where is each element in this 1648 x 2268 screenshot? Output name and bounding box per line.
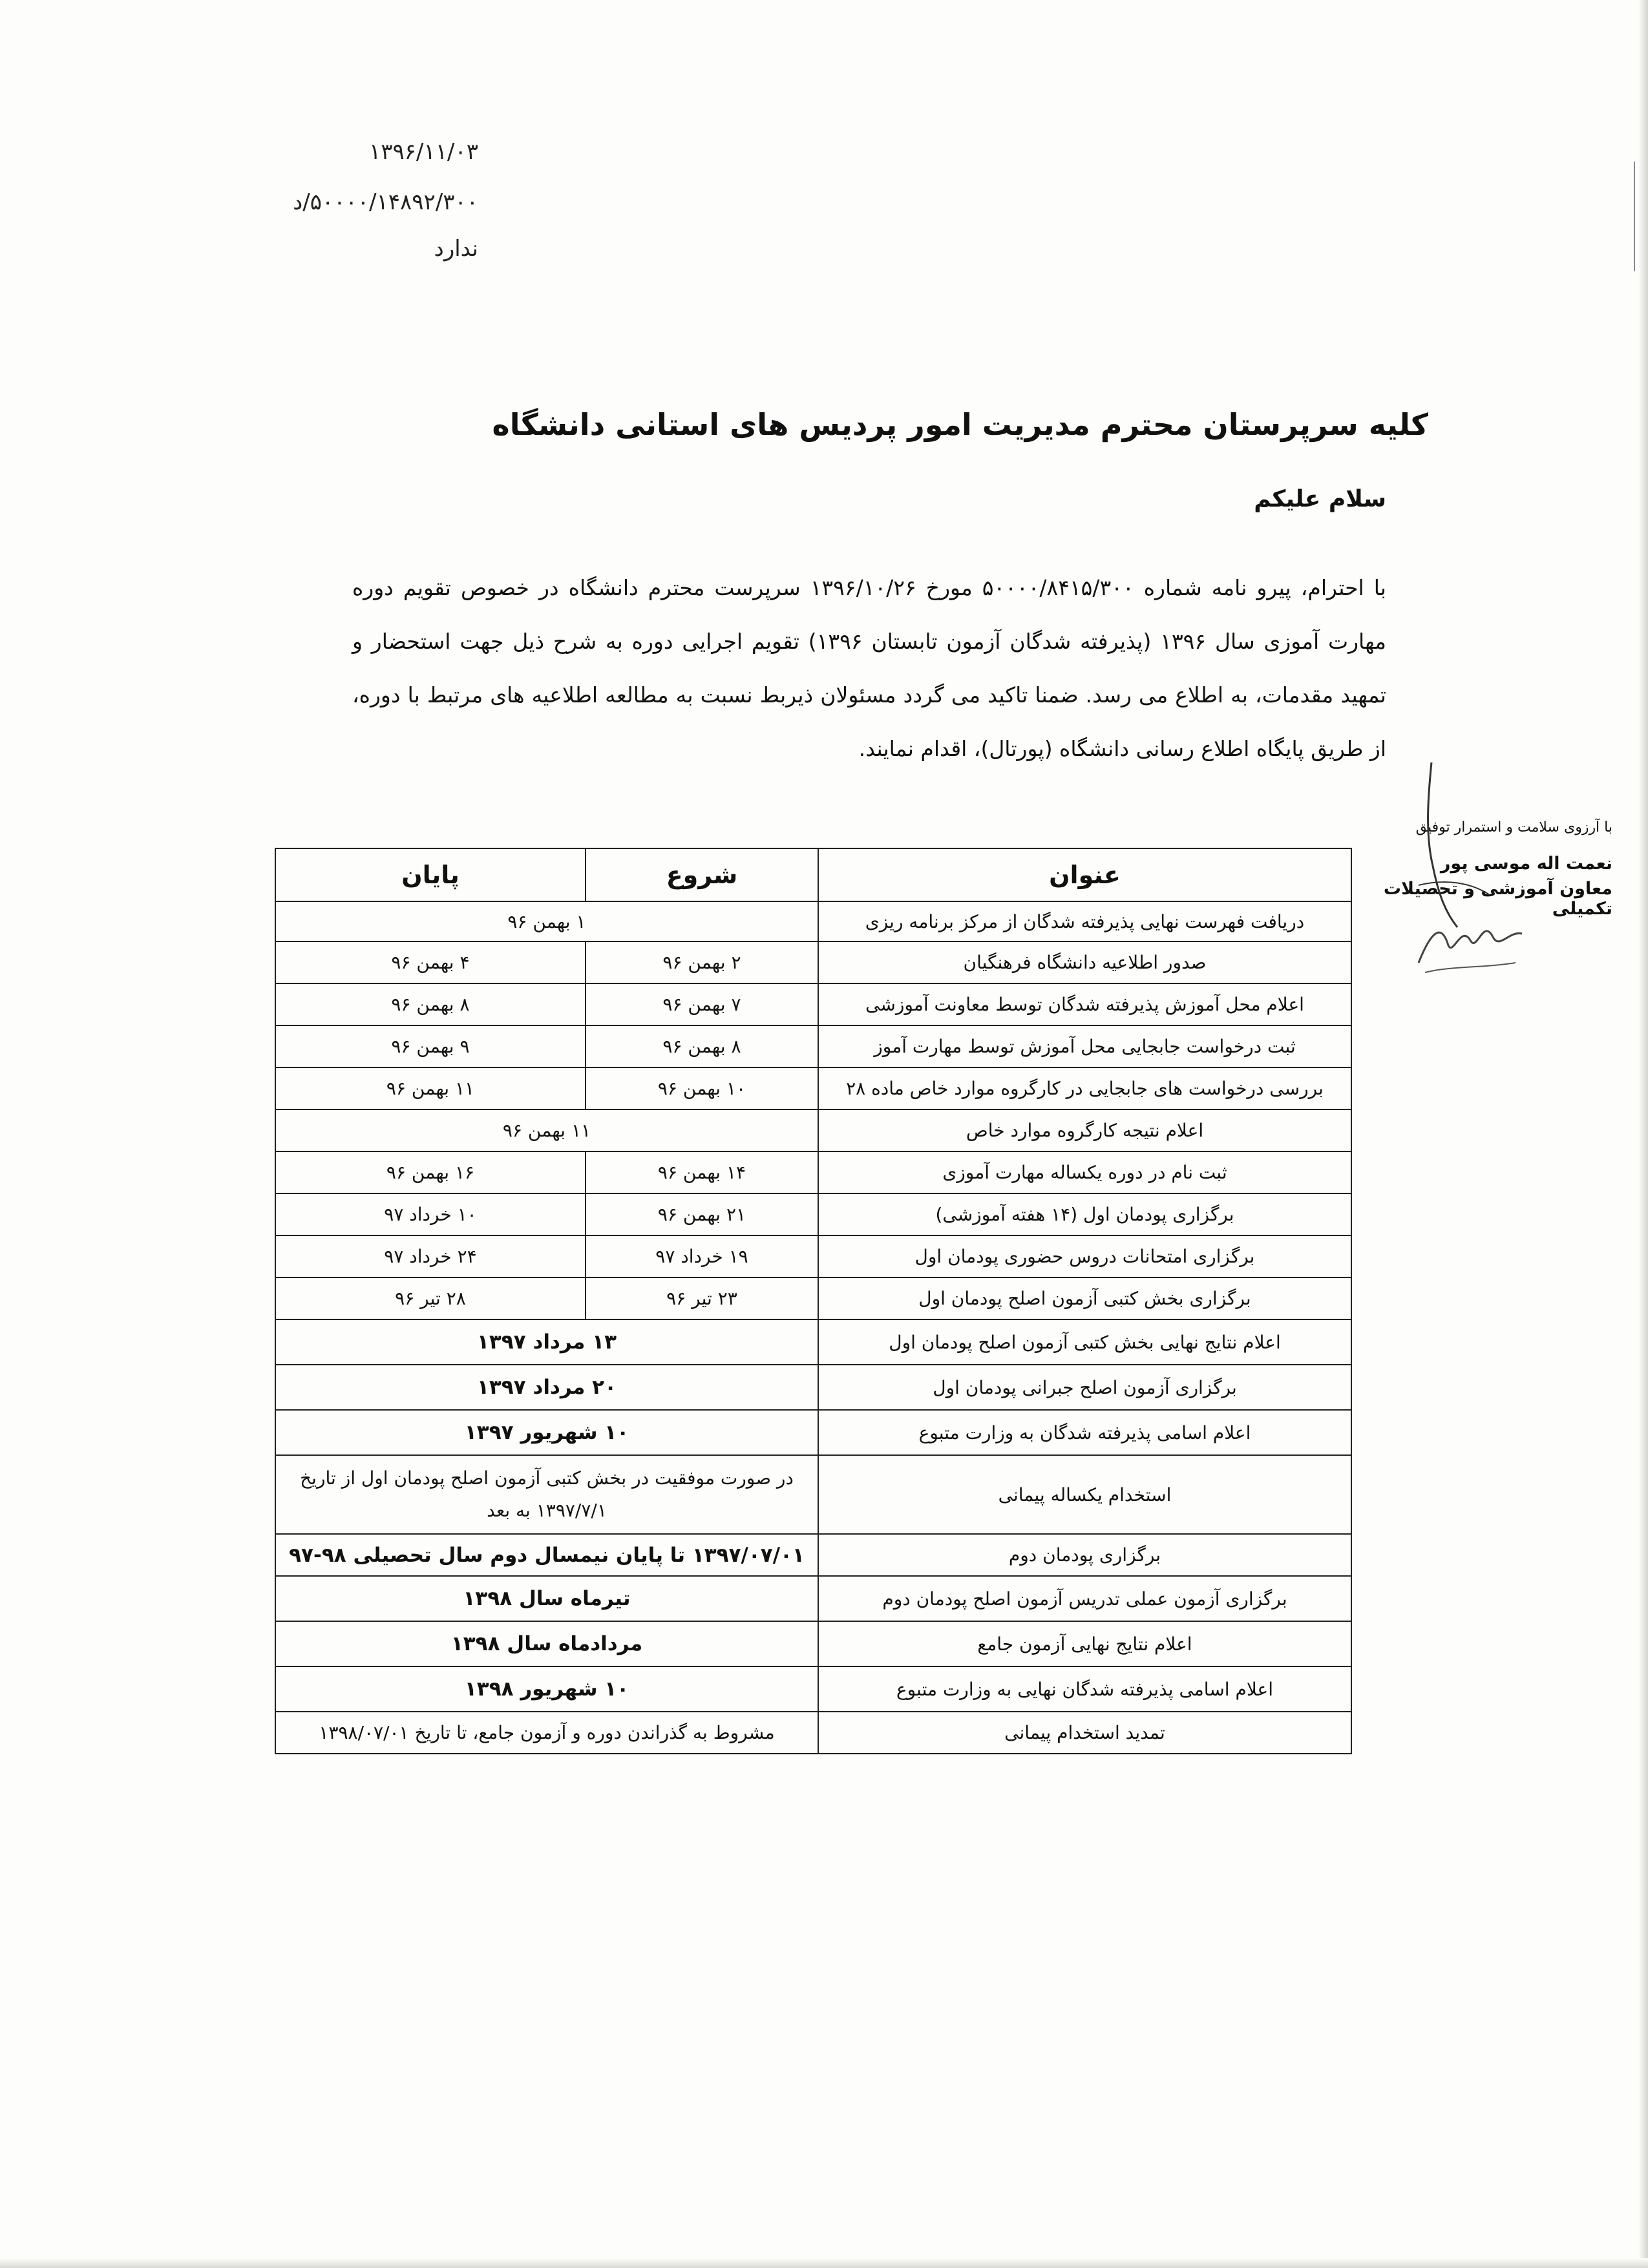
row-start: ۱۰ بهمن ۹۶ bbox=[586, 1067, 818, 1109]
row-end: ۱۶ بهمن ۹۶ bbox=[275, 1151, 586, 1193]
row-title: ثبت درخواست جابجایی محل آموزش توسط مهارت آموز bbox=[818, 1025, 1351, 1067]
table-row bbox=[275, 1151, 1351, 1193]
letter-body: با احترام، پیرو نامه شماره ۵۰۰۰۰/۸۴۱۵/۳۰۰ مورخ ۱۳۹۶/۱۰/۲۶ سرپرست محترم دانشگاه در خصوص تقویم دوره مهارت آموزی سال ۱۳۹۶ (پذیرفته شدگان آزمون تابستان ۱۳۹۶) تقویم اجرایی دوره به شرح ذیل جهت استحضار و تمهید مقدمات، به اطلاع می رسد. ضمنا تاکید می گردد مسئولان ذیربط نسبت به مطالعه اطلاعیه های مرتبط با دوره، از طریق پایگاه اطلاع رسانی دانشگاه (پورتال)، اقدام نمایند. bbox=[352, 575, 1386, 761]
letter-greeting: سلام علیکم bbox=[1254, 486, 1386, 512]
table-row bbox=[275, 1410, 1351, 1455]
row-title: ثبت نام در دوره یکساله مهارت آموزی bbox=[818, 1151, 1351, 1193]
row-title: اعلام اسامی پذیرفته شدگان نهایی به وزارت متبوع bbox=[818, 1666, 1351, 1712]
row-date-range: ۱۳ مرداد ۱۳۹۷ bbox=[275, 1319, 818, 1365]
row-date-range: مردادماه سال ۱۳۹۸ bbox=[275, 1621, 818, 1666]
row-end: ۱۱ بهمن ۹۶ bbox=[275, 1067, 586, 1109]
signature-title: معاون آموزشی و تحصیلات تکمیلی bbox=[1383, 879, 1612, 919]
row-start: ۸ بهمن ۹۶ bbox=[586, 1025, 818, 1067]
row-date-range: ۱۳۹۷/۰۷/۰۱ تا پایان نیمسال دوم سال تحصیلی ۹۸-۹۷ bbox=[275, 1534, 818, 1576]
row-title: اعلام محل آموزش پذیرفته شدگان توسط معاونت آموزشی bbox=[818, 983, 1351, 1025]
row-start: ۲۱ بهمن ۹۶ bbox=[586, 1193, 818, 1235]
header-title: عنوان bbox=[818, 848, 1351, 901]
row-title: برگزاری بخش کتبی آزمون اصلح پودمان اول bbox=[818, 1277, 1351, 1319]
row-start: ۱۹ خرداد ۹۷ bbox=[586, 1235, 818, 1277]
table-row bbox=[275, 1621, 1351, 1666]
table-row bbox=[275, 1025, 1351, 1067]
handwritten-signature bbox=[1412, 905, 1528, 982]
scan-edge-right bbox=[1638, 0, 1648, 2268]
row-title: اعلام نتیجه کارگروه موارد خاص bbox=[818, 1109, 1351, 1151]
header-end: پایان bbox=[275, 848, 586, 901]
row-end: ۴ بهمن ۹۶ bbox=[275, 941, 586, 983]
header-start: شروع bbox=[586, 848, 818, 901]
table-row bbox=[275, 1666, 1351, 1712]
row-end: ۱۰ خرداد ۹۷ bbox=[275, 1193, 586, 1235]
table-body bbox=[275, 901, 1351, 1754]
row-title: برگزاری امتحانات دروس حضوری پودمان اول bbox=[818, 1235, 1351, 1277]
letter-attachment: ندارد bbox=[434, 236, 478, 262]
table-row bbox=[275, 1277, 1351, 1319]
row-title: بررسی درخواست های جابجایی در کارگروه موارد خاص ماده ۲۸ bbox=[818, 1067, 1351, 1109]
letter-number: ۵۰۰۰۰/۱۴۸۹۲/۳۰۰/د bbox=[293, 189, 478, 215]
row-title: استخدام یکساله پیمانی bbox=[818, 1455, 1351, 1534]
row-title: اعلام نتایج نهایی آزمون جامع bbox=[818, 1621, 1351, 1666]
row-start: ۱۴ بهمن ۹۶ bbox=[586, 1151, 818, 1193]
table-row bbox=[275, 901, 1351, 941]
row-start: ۲ بهمن ۹۶ bbox=[586, 941, 818, 983]
signature-closing: با آرزوی سلامت و استمرار توفیق bbox=[1415, 819, 1612, 835]
row-title: دریافت فهرست نهایی پذیرفته شدگان از مرکز برنامه ریزی bbox=[818, 901, 1351, 941]
row-date-range: مشروط به گذراندن دوره و آزمون جامع، تا تاریخ ۱۳۹۸/۰۷/۰۱ bbox=[275, 1712, 818, 1754]
letter-date: ۱۳۹۶/۱۱/۰۳ bbox=[368, 139, 478, 165]
table-row bbox=[275, 1576, 1351, 1621]
table-row bbox=[275, 1455, 1351, 1534]
row-date-range: ۱ بهمن ۹۶ bbox=[275, 901, 818, 941]
row-title: صدور اطلاعیه دانشگاه فرهنگیان bbox=[818, 941, 1351, 983]
table-row bbox=[275, 1365, 1351, 1410]
letter-heading: کلیه سرپرستان محترم مدیریت امور پردیس های استانی دانشگاه bbox=[492, 407, 1428, 442]
table-row bbox=[275, 1193, 1351, 1235]
table-row bbox=[275, 1235, 1351, 1277]
row-end: ۲۸ تیر ۹۶ bbox=[275, 1277, 586, 1319]
row-date-range: تیرماه سال ۱۳۹۸ bbox=[275, 1576, 818, 1621]
signature-name: نعمت اله موسی پور bbox=[1440, 854, 1612, 874]
row-date-range: ۱۱ بهمن ۹۶ bbox=[275, 1109, 818, 1151]
table-row bbox=[275, 1067, 1351, 1109]
table-row bbox=[275, 1109, 1351, 1151]
row-date-range: ۱۰ شهریور ۱۳۹۸ bbox=[275, 1666, 818, 1712]
row-title: برگزاری آزمون عملی تدریس آزمون اصلح پودمان دوم bbox=[818, 1576, 1351, 1621]
row-title: اعلام نتایج نهایی بخش کتبی آزمون اصلح پودمان اول bbox=[818, 1319, 1351, 1365]
table-row bbox=[275, 1712, 1351, 1754]
row-start: ۲۳ تیر ۹۶ bbox=[586, 1277, 818, 1319]
table-row bbox=[275, 941, 1351, 983]
row-title: برگزاری پودمان اول (۱۴ هفته آموزشی) bbox=[818, 1193, 1351, 1235]
table-row bbox=[275, 1534, 1351, 1576]
row-date-range: در صورت موفقیت در بخش کتبی آزمون اصلح پودمان اول از تاریخ ۱۳۹۷/۷/۱ به بعد bbox=[275, 1455, 818, 1534]
row-start: ۷ بهمن ۹۶ bbox=[586, 983, 818, 1025]
schedule-table bbox=[275, 848, 1352, 1754]
row-title: برگزاری آزمون اصلح جبرانی پودمان اول bbox=[818, 1365, 1351, 1410]
row-end: ۹ بهمن ۹۶ bbox=[275, 1025, 586, 1067]
row-end: ۸ بهمن ۹۶ bbox=[275, 983, 586, 1025]
scan-mark bbox=[1634, 162, 1635, 271]
row-title: برگزاری پودمان دوم bbox=[818, 1534, 1351, 1576]
table-header-row bbox=[275, 848, 1351, 901]
row-date-range: ۱۰ شهریور ۱۳۹۷ bbox=[275, 1410, 818, 1455]
row-date-range: ۲۰ مرداد ۱۳۹۷ bbox=[275, 1365, 818, 1410]
row-title: تمدید استخدام پیمانی bbox=[818, 1712, 1351, 1754]
row-title: اعلام اسامی پذیرفته شدگان به وزارت متبوع bbox=[818, 1410, 1351, 1455]
row-end: ۲۴ خرداد ۹۷ bbox=[275, 1235, 586, 1277]
table-row bbox=[275, 983, 1351, 1025]
table-row bbox=[275, 1319, 1351, 1365]
scan-edge-bottom bbox=[0, 2258, 1648, 2268]
